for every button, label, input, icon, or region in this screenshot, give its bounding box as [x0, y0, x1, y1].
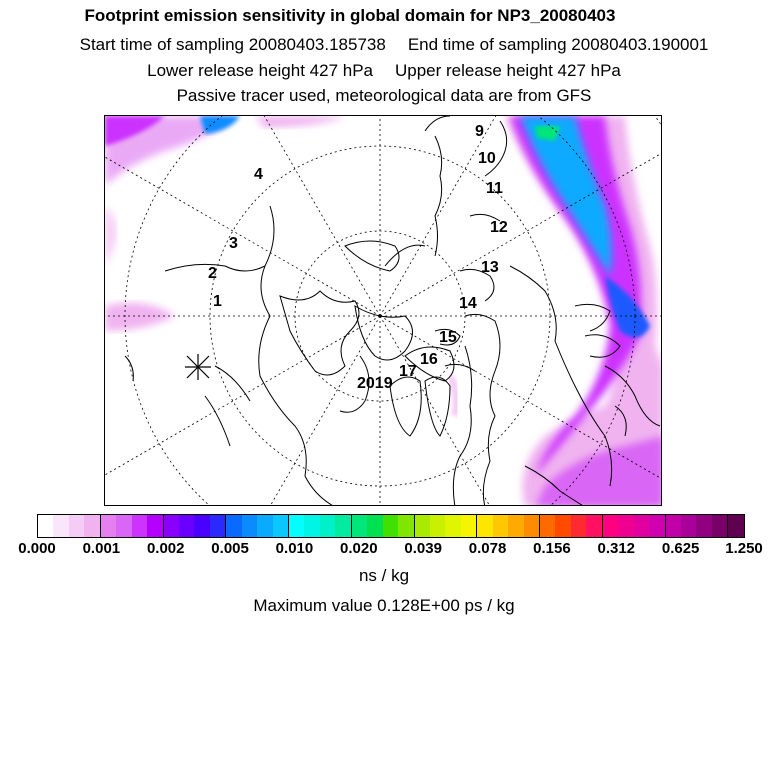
lower-height-label: Lower release height 427 hPa: [147, 61, 373, 80]
tick-label: 0.010: [275, 540, 314, 557]
color-swatch: [696, 515, 711, 537]
tick-label: 0.005: [211, 540, 249, 557]
hour-label-1: 1: [213, 293, 222, 310]
color-swatch: [288, 515, 304, 537]
color-swatch: [210, 515, 225, 537]
hour-label-10: 10: [478, 150, 496, 167]
hour-label-15: 15: [439, 329, 457, 346]
color-swatch: [367, 515, 382, 537]
color-swatch: [727, 515, 743, 537]
color-swatch: [383, 515, 398, 537]
tick-label: 1.250: [725, 540, 763, 557]
release-heights: [0, 61, 768, 81]
hour-label-3: 3: [229, 235, 238, 252]
tick-label: 0.000: [18, 540, 56, 557]
hour-label-9: 9: [475, 123, 484, 140]
hour-label-4: 4: [254, 166, 263, 183]
tick-label: 0.156: [533, 540, 571, 557]
color-swatch: [602, 515, 618, 537]
color-swatch: [524, 515, 539, 537]
color-swatch: [649, 515, 664, 537]
sensitivity-map: [104, 115, 662, 506]
color-swatch: [38, 515, 53, 537]
tracer-note: Passive tracer used, meteorological data are from GFS: [176, 86, 592, 105]
color-swatch: [414, 515, 430, 537]
color-swatch: [571, 515, 586, 537]
tick-label: 0.039: [404, 540, 442, 557]
sensitivity-field: [105, 116, 662, 506]
tick-label: 0.001: [82, 540, 121, 557]
color-swatch: [53, 515, 68, 537]
color-scale-bar: [37, 514, 745, 538]
color-swatch: [225, 515, 241, 537]
hour-label-13: 13: [481, 259, 499, 276]
color-swatch: [320, 515, 335, 537]
color-swatch: [100, 515, 116, 537]
map-canvas: [105, 116, 662, 506]
color-swatch: [445, 515, 460, 537]
color-swatch: [194, 515, 209, 537]
color-swatch: [351, 515, 367, 537]
color-swatch: [132, 515, 147, 537]
color-swatch: [681, 515, 696, 537]
start-time-label: Start time of sampling 20080403.185738: [79, 35, 386, 54]
tick-label: 0.078: [468, 540, 507, 557]
unit-label: ns / kg: [358, 566, 410, 585]
hour-label-2: 2: [208, 265, 217, 282]
color-swatch: [712, 515, 727, 537]
asterisk-icon: [185, 354, 211, 380]
color-swatch: [335, 515, 350, 537]
hour-label-14: 14: [459, 295, 477, 312]
color-swatch: [273, 515, 288, 537]
color-swatch: [586, 515, 601, 537]
color-swatch: [539, 515, 555, 537]
color-swatch: [147, 515, 162, 537]
color-swatch: [430, 515, 445, 537]
main-title: Footprint emission sensitivity in global domain for NP3_20080403: [84, 6, 616, 25]
color-swatch: [163, 515, 179, 537]
color-swatch: [493, 515, 508, 537]
end-time-label: End time of sampling 20080403.190001: [407, 35, 709, 54]
sampling-times: [10, 35, 768, 55]
upper-height-label: Upper release height 427 hPa: [395, 61, 621, 80]
color-swatch: [476, 515, 492, 537]
color-swatch: [179, 515, 194, 537]
color-swatch: [634, 515, 649, 537]
color-swatch: [242, 515, 257, 537]
hour-label-17: 17: [399, 363, 417, 380]
color-swatch: [508, 515, 523, 537]
hour-label-12: 12: [490, 219, 508, 236]
color-swatch: [398, 515, 413, 537]
color-swatch: [461, 515, 476, 537]
color-swatch: [116, 515, 131, 537]
color-swatch: [555, 515, 570, 537]
tick-label: 0.625: [661, 540, 700, 557]
hour-label-11: 11: [486, 180, 503, 197]
color-swatch: [665, 515, 681, 537]
hour-label-16: 16: [420, 351, 438, 368]
color-swatch: [304, 515, 319, 537]
color-swatch: [257, 515, 272, 537]
tick-label: 0.312: [597, 540, 636, 557]
hour-label-20-19: 2019: [357, 375, 393, 392]
color-swatch: [84, 515, 99, 537]
tick-label: 0.002: [146, 540, 185, 557]
color-scale-ticks: [0, 538, 768, 558]
color-swatch: [618, 515, 633, 537]
tick-label: 0.020: [340, 540, 378, 557]
maximum-value-label: Maximum value 0.128E+00 ps / kg: [253, 596, 515, 615]
color-swatch: [69, 515, 84, 537]
